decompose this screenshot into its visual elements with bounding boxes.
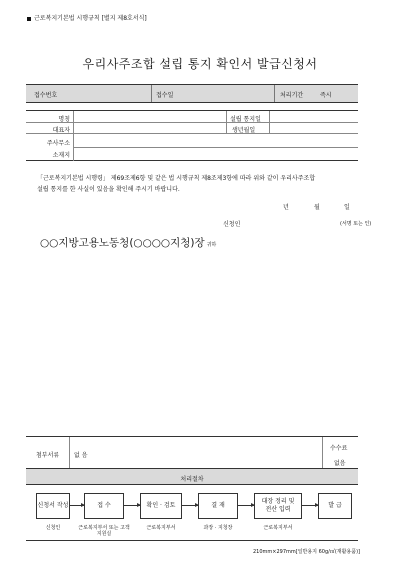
signature-note: (서명 또는 인) xyxy=(340,221,372,227)
process-title: 처리절차 xyxy=(26,469,358,485)
arrow-icon xyxy=(124,505,140,506)
date-day-label: 일 xyxy=(344,204,350,211)
arrow-icon xyxy=(238,505,254,506)
divider xyxy=(26,133,358,134)
divider xyxy=(69,437,70,468)
location-label: 소재지 xyxy=(52,152,70,159)
fee-label: 수수료 xyxy=(330,445,348,452)
processing-period-label: 처리기간 xyxy=(280,92,304,99)
name-label: 명칭 xyxy=(58,116,70,123)
step-receipt-actor: 근로복지부서 또는 고객지원실 xyxy=(78,525,130,537)
attachments-row xyxy=(26,436,358,469)
birth-date-label: 생년월일 xyxy=(232,127,256,134)
receipt-header-row xyxy=(26,84,358,103)
processing-period-value: 즉시 xyxy=(320,92,332,99)
step-receipt-box: 접 수 xyxy=(84,493,124,519)
arrow-icon xyxy=(182,505,198,506)
attachments-value: 없 음 xyxy=(74,452,88,459)
recipient-line xyxy=(40,238,216,249)
step-approval-actor: 과장 · 지청장 xyxy=(203,525,233,531)
divider xyxy=(26,122,358,123)
step-application-actor: 신청인 xyxy=(45,525,61,531)
arrow-icon xyxy=(302,505,318,506)
form-title: 우리사주조합 설립 통지 확인서 발급신청서 xyxy=(82,57,318,71)
date-month-label: 월 xyxy=(314,204,320,211)
divider xyxy=(73,147,358,148)
request-statement-line1: 「근로복지기본법 시행령」 제69조제6항 및 같은 법 시행규칙 제8조제3항에 따라 위와 같이 우리사주조합 xyxy=(37,175,316,182)
spacer xyxy=(26,103,358,111)
step-record-box: 대장 정리 및 전산 입력 xyxy=(254,493,302,519)
form-reference-note: 근로복지기본법 시행규칙 [별지 제8호서식] xyxy=(27,16,147,22)
step-record-actor: 근로복지부서 xyxy=(263,525,293,531)
step-application-box: 신청서 작성 xyxy=(36,493,70,519)
establish-date-label: 설립 통지일 xyxy=(230,116,261,123)
address-label: 주사무소 xyxy=(46,140,70,147)
receipt-number-label: 접수번호 xyxy=(34,92,58,99)
process-flow xyxy=(26,485,358,541)
attachments-label: 첨부서류 xyxy=(36,452,60,459)
step-issue-box: 발 급 xyxy=(318,493,352,519)
step-review-actor: 근로복지부서 xyxy=(146,525,176,531)
divider xyxy=(322,437,323,468)
request-statement-line2: 설립 통지를 한 사실이 있음을 확인해 주시기 바랍니다. xyxy=(37,186,180,193)
divider xyxy=(151,85,152,102)
step-review-box: 확인 · 검토 xyxy=(140,493,182,519)
applicant-label: 신청인 xyxy=(223,221,241,228)
fee-value: 없음 xyxy=(334,460,346,467)
step-approval-box: 결 재 xyxy=(198,493,238,519)
receipt-date-label: 접수일 xyxy=(156,92,174,99)
paper-spec-footer: 210mm×297mm[일반용지 60g/㎡(재활용품)] xyxy=(252,549,360,555)
date-year-label: 년 xyxy=(283,204,289,211)
divider xyxy=(73,111,74,161)
divider xyxy=(274,85,275,102)
applicant-info-grid xyxy=(26,111,358,161)
arrow-icon xyxy=(70,505,84,506)
recipient-suffix: 귀하 xyxy=(206,242,217,248)
recipient-office: ○○지방고용노동청(○○○○지청)장 xyxy=(40,237,205,249)
representative-label: 대표자 xyxy=(52,127,70,134)
